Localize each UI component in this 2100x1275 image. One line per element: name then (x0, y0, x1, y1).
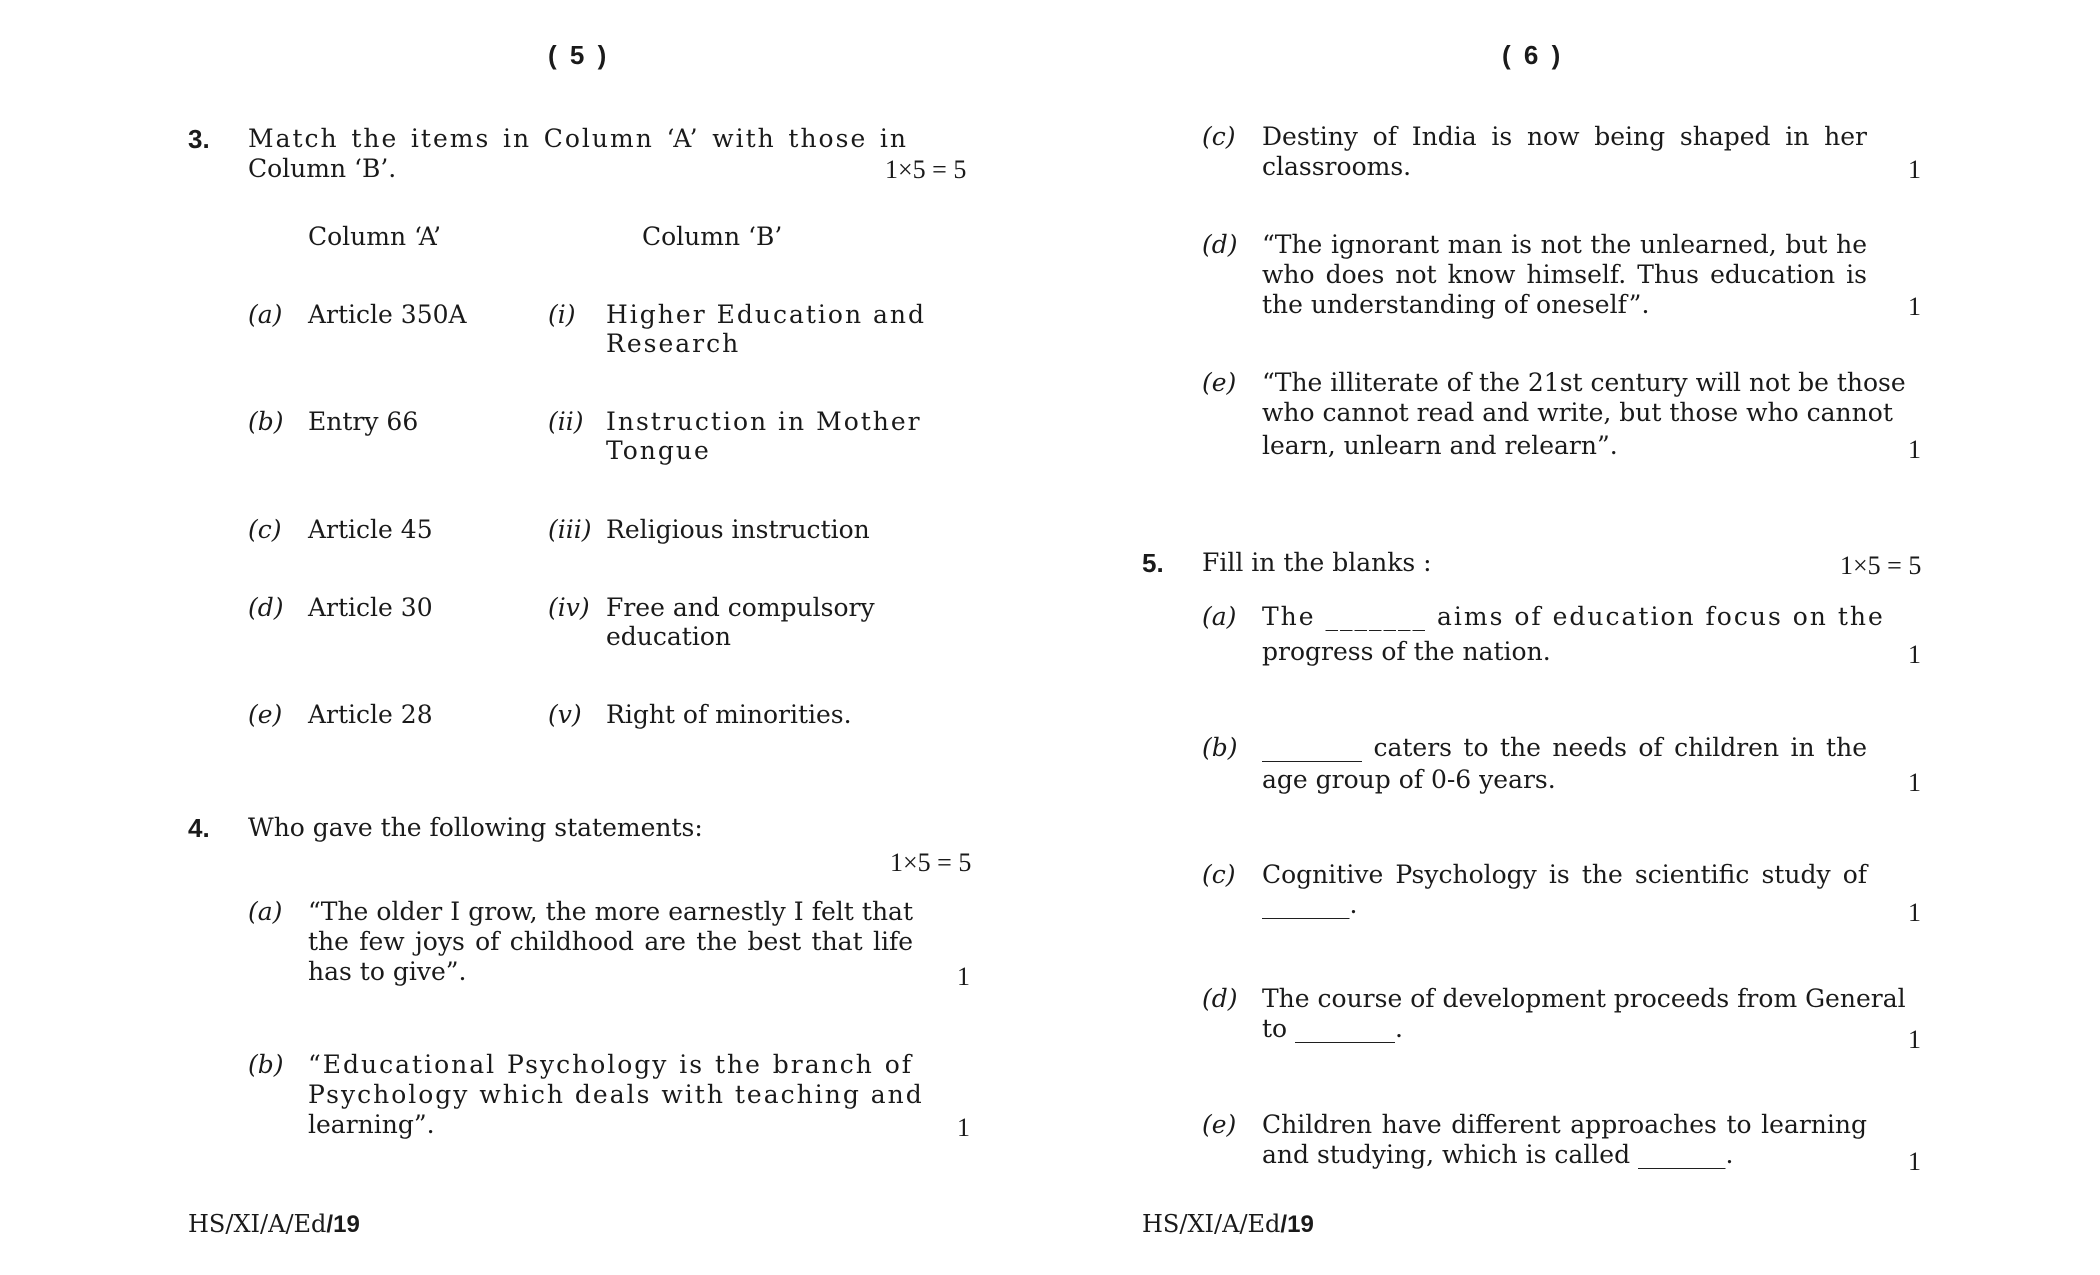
question-5d-line1: The course of development proceeds from General (1262, 984, 1906, 1013)
question-5e-line1: Children have different approaches to learning (1262, 1110, 1867, 1139)
page-number-right: ( 6 ) (1502, 40, 1564, 70)
footer-left-year: /19 (326, 1211, 360, 1238)
question-4d-mark: 1 (1908, 292, 1921, 321)
question-4b-line1: “Educational Psychology is the branch of (308, 1050, 913, 1079)
question-4b-label: (b) (248, 1050, 284, 1079)
footer-left-code: HS/XI/A/Ed (188, 1210, 327, 1238)
question-5b-line2: age group of 0-6 years. (1262, 765, 1556, 794)
question-4b-mark: 1 (957, 1113, 970, 1142)
match-row-d-label: (d) (248, 593, 284, 622)
question-3-number: 3. (188, 124, 210, 154)
column-b-header: Column ‘B’ (642, 222, 783, 251)
question-5a-line2: progress of the nation. (1262, 637, 1551, 666)
match-row-ii-column-b-line2: Tongue (606, 436, 711, 465)
question-5d-line2: to ________. (1262, 1014, 1403, 1043)
question-5b-label: (b) (1202, 733, 1238, 762)
match-row-c-column-a: Article 45 (308, 515, 433, 544)
match-row-d-column-a: Article 30 (308, 593, 433, 622)
match-row-i-column-b-line1: Higher Education and (606, 300, 927, 329)
match-row-iv-label: (iv) (548, 593, 590, 622)
question-5a-line1: The _______ aims of education focus on the (1262, 602, 1885, 631)
question-4-number: 4. (188, 813, 210, 843)
question-5c-line1: Cognitive Psychology is the scientific study of (1262, 860, 1867, 889)
question-4d-line1: “The ignorant man is not the unlearned, but he (1262, 230, 1867, 259)
question-4e-mark: 1 (1908, 435, 1921, 464)
question-5-text: Fill in the blanks : (1202, 548, 1432, 577)
question-5b-line1: ________ caters to the needs of children in the (1262, 733, 1867, 762)
question-4-text: Who gave the following statements: (248, 813, 703, 842)
question-4a-line3: has to give”. (308, 957, 467, 986)
question-4-marks: 1×5 = 5 (890, 848, 972, 877)
question-4c-label: (c) (1202, 122, 1236, 151)
question-4a-mark: 1 (957, 962, 970, 991)
column-a-header: Column ‘A’ (308, 222, 442, 251)
question-3-text-line2: Column ‘B’. (248, 154, 397, 183)
question-5c-label: (c) (1202, 860, 1236, 889)
page-number-left: ( 5 ) (548, 40, 610, 70)
question-5c-mark: 1 (1908, 898, 1921, 927)
match-row-v-label: (v) (548, 700, 582, 729)
question-5d-label: (d) (1202, 984, 1238, 1013)
question-4c-mark: 1 (1908, 155, 1921, 184)
question-4c-line2: classrooms. (1262, 152, 1412, 181)
match-row-iv-column-b-line1: Free and compulsory (606, 593, 875, 622)
question-5e-label: (e) (1202, 1110, 1237, 1139)
question-4a-line1: “The older I grow, the more earnestly I felt that (308, 897, 913, 926)
question-5a-mark: 1 (1908, 640, 1921, 669)
question-5a-label: (a) (1202, 602, 1237, 631)
question-5b-mark: 1 (1908, 768, 1921, 797)
match-row-iii-column-b: Religious instruction (606, 515, 870, 544)
question-5e-mark: 1 (1908, 1147, 1921, 1176)
question-4b-line3: learning”. (308, 1110, 435, 1139)
match-row-i-column-b-line2: Research (606, 329, 741, 358)
question-3-text-line1: Match the items in Column ‘A’ with those in (248, 124, 908, 153)
question-4d-label: (d) (1202, 230, 1238, 259)
match-row-b-label: (b) (248, 407, 284, 436)
question-4e-line1: “The illiterate of the 21st century will not be those (1262, 368, 1906, 397)
question-3-marks: 1×5 = 5 (885, 155, 967, 184)
match-row-i-label: (i) (548, 300, 576, 329)
footer-right-code: HS/XI/A/Ed (1142, 1210, 1281, 1238)
match-row-a-column-a: Article 350A (308, 300, 467, 329)
question-4e-line2: who cannot read and write, but those who cannot (1262, 398, 1893, 427)
footer-right-year: /19 (1280, 1211, 1314, 1238)
question-5c-line2: _______. (1262, 890, 1358, 919)
question-4a-line2: the few joys of childhood are the best that life (308, 927, 913, 956)
footer-right (1142, 1209, 1314, 1240)
match-row-iv-column-b-line2: education (606, 622, 731, 651)
question-4d-line3: the understanding of oneself”. (1262, 290, 1650, 319)
question-5e-line2: and studying, which is called _______. (1262, 1140, 1734, 1169)
question-5-marks: 1×5 = 5 (1840, 551, 1922, 580)
match-row-c-label: (c) (248, 515, 282, 544)
match-row-iii-label: (iii) (548, 515, 592, 544)
match-row-e-column-a: Article 28 (308, 700, 433, 729)
match-row-v-column-b: Right of minorities. (606, 700, 852, 729)
question-4d-line2: who does not know himself. Thus education is (1262, 260, 1867, 289)
question-5d-mark: 1 (1908, 1025, 1921, 1054)
question-5-number: 5. (1142, 548, 1164, 578)
question-4a-label: (a) (248, 897, 283, 926)
question-4b-line2: Psychology which deals with teaching and (308, 1080, 924, 1109)
match-row-a-label: (a) (248, 300, 283, 329)
match-row-ii-column-b-line1: Instruction in Mother (606, 407, 922, 436)
question-4c-line1: Destiny of India is now being shaped in her (1262, 122, 1867, 151)
question-4e-line3: learn, unlearn and relearn”. (1262, 431, 1618, 460)
match-row-b-column-a: Entry 66 (308, 407, 419, 436)
match-row-e-label: (e) (248, 700, 283, 729)
footer-left (188, 1209, 360, 1240)
match-row-ii-label: (ii) (548, 407, 584, 436)
question-4e-label: (e) (1202, 368, 1237, 397)
